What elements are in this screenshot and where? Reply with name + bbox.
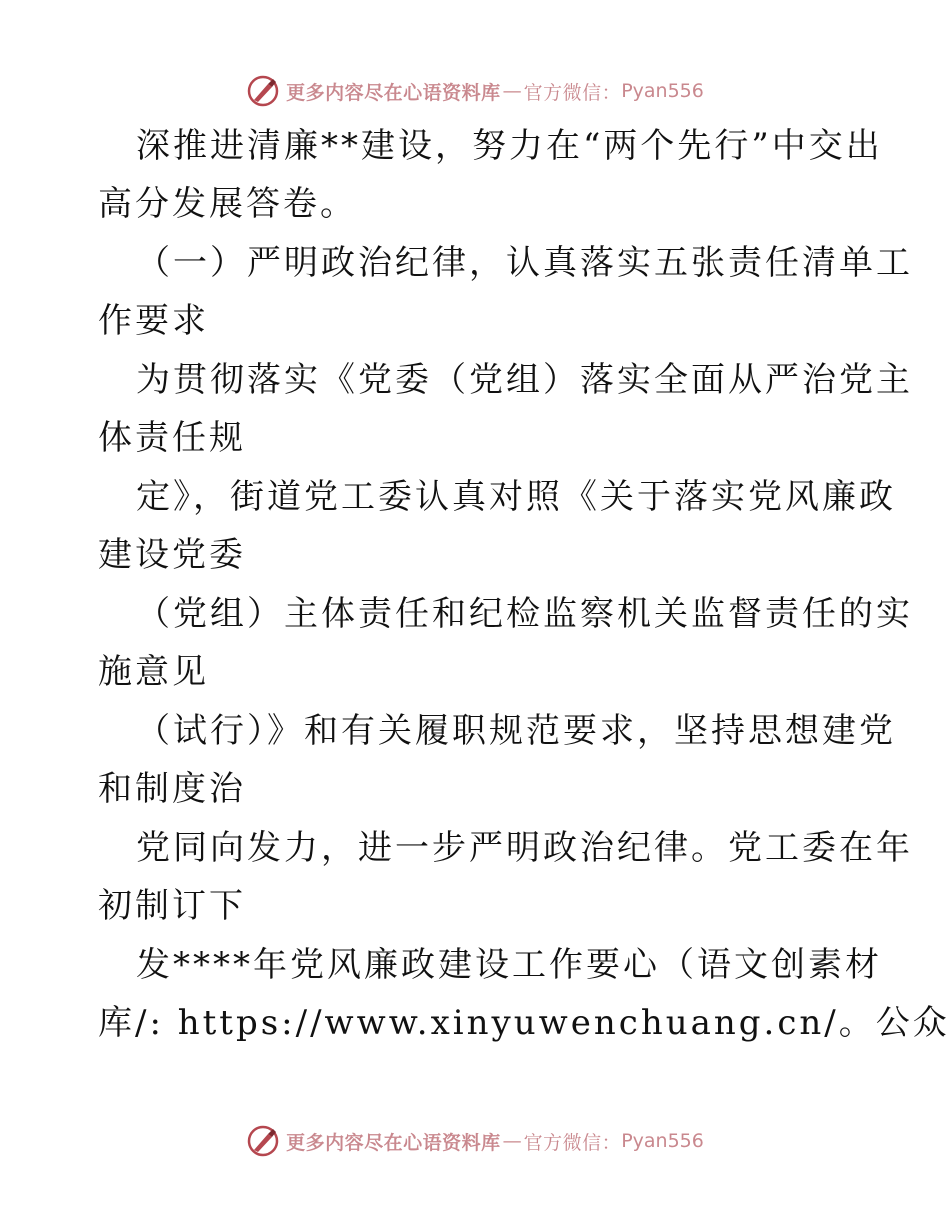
text-line: （党组）主体责任和纪检监察机关监督责任的实	[136, 594, 913, 634]
text-line: 发****年党风廉政建设工作要心（语文创素材	[136, 945, 882, 985]
text-line: 作要求	[98, 301, 209, 341]
text-line: 定》，街道党工委认真对照《关于落实党风廉政	[136, 477, 896, 517]
text-line: 深推进清廉**建设，努力在“两个先行”中交出	[136, 126, 883, 166]
text-line: 建设党委	[98, 535, 246, 575]
banner-wechat-id: Pyan556	[621, 1130, 704, 1152]
banner-site-name: 更多内容尽在心语资料库	[286, 1131, 501, 1154]
text-line: 库/: https://www.xinyuwenchuang.cn/。公众	[98, 1003, 950, 1043]
banner-dash: —	[502, 80, 522, 102]
text-line: 施意见	[98, 652, 209, 692]
footer-watermark-banner	[0, 1124, 950, 1158]
banner-site-name: 更多内容尽在心语资料库	[286, 81, 501, 104]
banner-wechat-id: Pyan556	[621, 80, 704, 102]
banner-dash: —	[502, 1130, 522, 1152]
text-line: 为贯彻落实《党委（党组）落实全面从严治党主	[136, 360, 913, 400]
pen-logo-icon	[246, 1124, 280, 1158]
header-watermark-banner	[0, 74, 950, 108]
text-line: （试行）》和有关履职规范要求，坚持思想建党	[136, 711, 896, 751]
text-line: （一）严明政治纪律，认真落实五张责任清单工	[136, 243, 913, 283]
banner-contact-label: 官方微信：	[523, 81, 622, 104]
pen-logo-icon	[246, 74, 280, 108]
text-line: 初制订下	[98, 886, 246, 926]
text-line: 党同向发力，进一步严明政治纪律。党工委在年	[136, 828, 913, 868]
text-line: 高分发展答卷。	[98, 184, 357, 224]
banner-contact-label: 官方微信：	[523, 1131, 622, 1154]
text-line: 体责任规	[98, 418, 246, 458]
text-line: 和制度治	[98, 769, 246, 809]
